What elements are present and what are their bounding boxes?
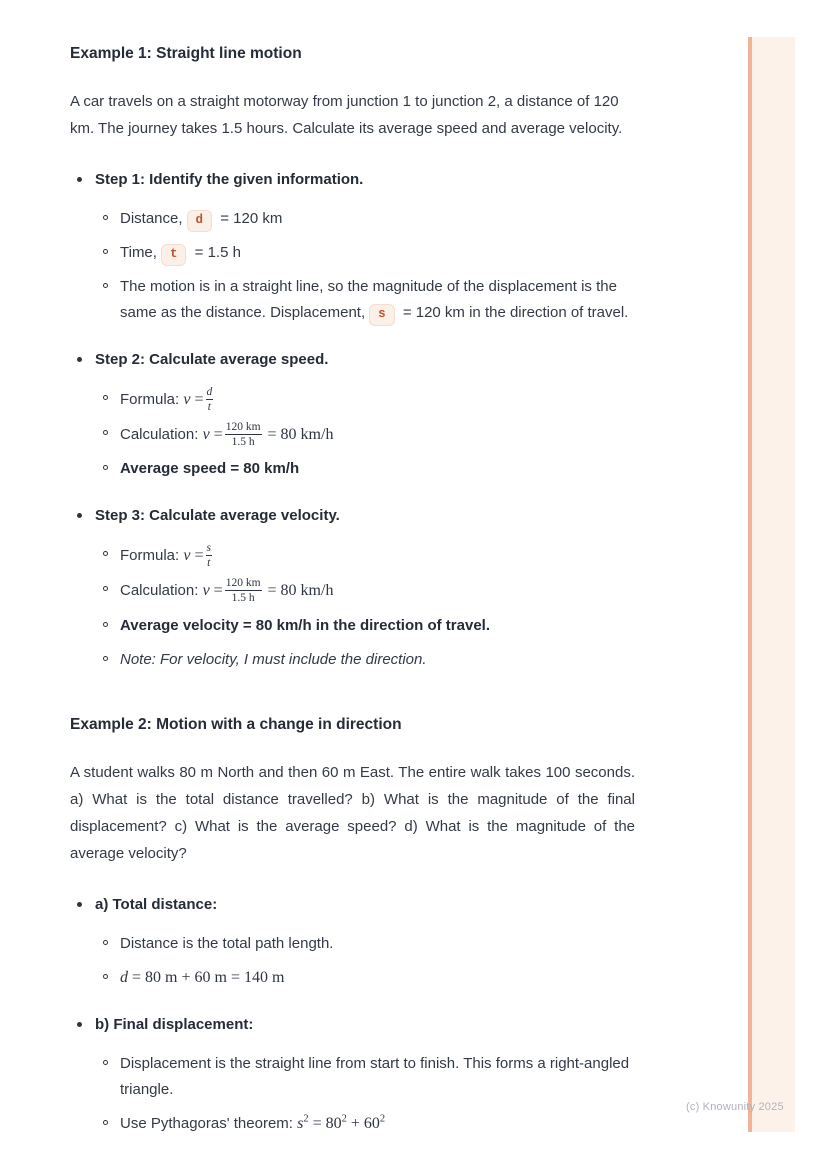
circle-bullet-icon xyxy=(103,586,108,591)
velocity-note: Note: For velocity, I must include the direction. xyxy=(120,650,427,668)
step1-title: Step 1: Identify the given information. xyxy=(95,171,364,188)
watermark: (c) Knowunity 2025 xyxy=(686,1101,784,1113)
distance-value: = 120 km xyxy=(220,210,283,227)
list-item-calculation xyxy=(95,577,635,604)
list-item-distance-math xyxy=(95,965,635,991)
example1-steps-list xyxy=(70,166,635,673)
circle-bullet-icon xyxy=(103,940,108,945)
code-chip-d: d xyxy=(187,210,213,232)
velocity-calculation: v = $\frac{120 km}{1.5 h}$ = 80 km/h xyxy=(202,577,334,605)
circle-bullet-icon xyxy=(103,974,108,979)
list-item-speed-result xyxy=(95,456,635,482)
circle-bullet-icon xyxy=(103,656,108,661)
list-item-note xyxy=(95,647,635,673)
example2-heading: Example 2: Motion with a change in direction xyxy=(70,715,402,733)
circle-bullet-icon xyxy=(103,1120,108,1125)
distance-sum-equation: d = 80 m + 60 m = 140 m xyxy=(120,968,285,986)
list-item-part-b xyxy=(70,1011,635,1137)
calculation-label: Calculation: xyxy=(120,426,199,444)
time-value: = 1.5 h xyxy=(194,244,241,261)
motion-text: The motion is in a straight line, so the magnitude of the displacement is the same as the distance. Displacement, xyxy=(120,278,617,321)
step3-sublist xyxy=(95,542,635,672)
formula-label: Formula: xyxy=(120,391,180,409)
list-item-step1 xyxy=(70,166,635,326)
code-chip-s: s xyxy=(369,304,395,326)
list-item-part-a xyxy=(70,891,635,991)
page-edge-accent-strip xyxy=(748,37,795,1132)
document-body xyxy=(70,44,635,1137)
code-chip-t: t xyxy=(161,244,187,266)
bullet-icon xyxy=(77,902,82,907)
part-b-title: b) Final displacement: xyxy=(95,1015,254,1033)
velocity-formula: v = $\frac{s}{t}$ xyxy=(183,542,211,570)
circle-bullet-icon xyxy=(103,430,108,435)
formula-label: Formula: xyxy=(120,547,180,565)
list-item-distance xyxy=(95,206,635,232)
list-item-formula xyxy=(95,386,635,413)
example2-parts-list xyxy=(70,891,635,1137)
circle-bullet-icon xyxy=(103,395,108,400)
speed-result: Average speed = 80 km/h xyxy=(120,460,300,478)
time-text: Time, xyxy=(120,244,157,261)
circle-bullet-icon xyxy=(103,283,108,288)
circle-bullet-icon xyxy=(103,1060,108,1065)
list-item-calculation xyxy=(95,421,635,448)
pythagoras-equation: $s^2 = 80^2 + 60^2$ xyxy=(297,1113,386,1132)
step2-title: Step 2: Calculate average speed. xyxy=(95,351,329,368)
speed-formula: v = $\frac{d}{t}$ xyxy=(183,386,213,414)
circle-bullet-icon xyxy=(103,215,108,220)
list-item-right-triangle xyxy=(95,1051,635,1103)
step3-title: Step 3: Calculate average velocity. xyxy=(95,507,340,525)
circle-bullet-icon xyxy=(103,622,108,627)
right-triangle-text: Displacement is the straight line from start to finish. This forms a right-angled triangle. xyxy=(120,1054,630,1098)
bullet-icon xyxy=(77,1022,82,1027)
circle-bullet-icon xyxy=(103,551,108,556)
circle-bullet-icon xyxy=(103,249,108,254)
part-b-sublist xyxy=(95,1051,635,1137)
list-item-pythagoras xyxy=(95,1111,635,1137)
step2-sublist xyxy=(95,386,635,482)
part-a-title: a) Total distance: xyxy=(95,895,218,913)
list-item-displacement-note xyxy=(95,274,635,326)
velocity-result: Average velocity = 80 km/h in the direction of travel. xyxy=(120,616,490,634)
pythagoras-label: Use Pythagoras' theorem: xyxy=(120,1114,293,1132)
list-item-time xyxy=(95,240,635,266)
example2-intro-paragraph: A student walks 80 m North and then 60 m East. The entire walk takes 100 seconds. a) What is the total distance travelled? b) What is the magnitude of the final displacement? c) What is the average speed? d) What is the magnitude of the average velocity? xyxy=(70,763,635,862)
circle-bullet-icon xyxy=(103,465,108,470)
example1-heading: Example 1: Straight line motion xyxy=(70,45,302,62)
motion-value: = 120 km in the direction of travel. xyxy=(402,304,629,321)
bullet-icon xyxy=(77,177,82,182)
path-length-text: Distance is the total path length. xyxy=(120,934,334,952)
list-item-velocity-result xyxy=(95,613,635,639)
list-item-path-length xyxy=(95,931,635,957)
list-item-step2 xyxy=(70,346,635,482)
calculation-label: Calculation: xyxy=(120,582,199,600)
distance-text: Distance, xyxy=(120,210,183,227)
step1-sublist xyxy=(95,206,635,326)
part-a-sublist xyxy=(95,931,635,991)
speed-calculation: v = $\frac{120 km}{1.5 h}$ = 80 km/h xyxy=(202,421,334,449)
list-item-step3 xyxy=(70,502,635,672)
example1-intro-paragraph: A car travels on a straight motorway from junction 1 to junction 2, a distance of 120 km. The journey takes 1.5 hours. Calculate its average speed and average velocity. xyxy=(70,93,623,137)
bullet-icon xyxy=(77,357,82,362)
list-item-formula xyxy=(95,542,635,569)
bullet-icon xyxy=(77,513,82,518)
